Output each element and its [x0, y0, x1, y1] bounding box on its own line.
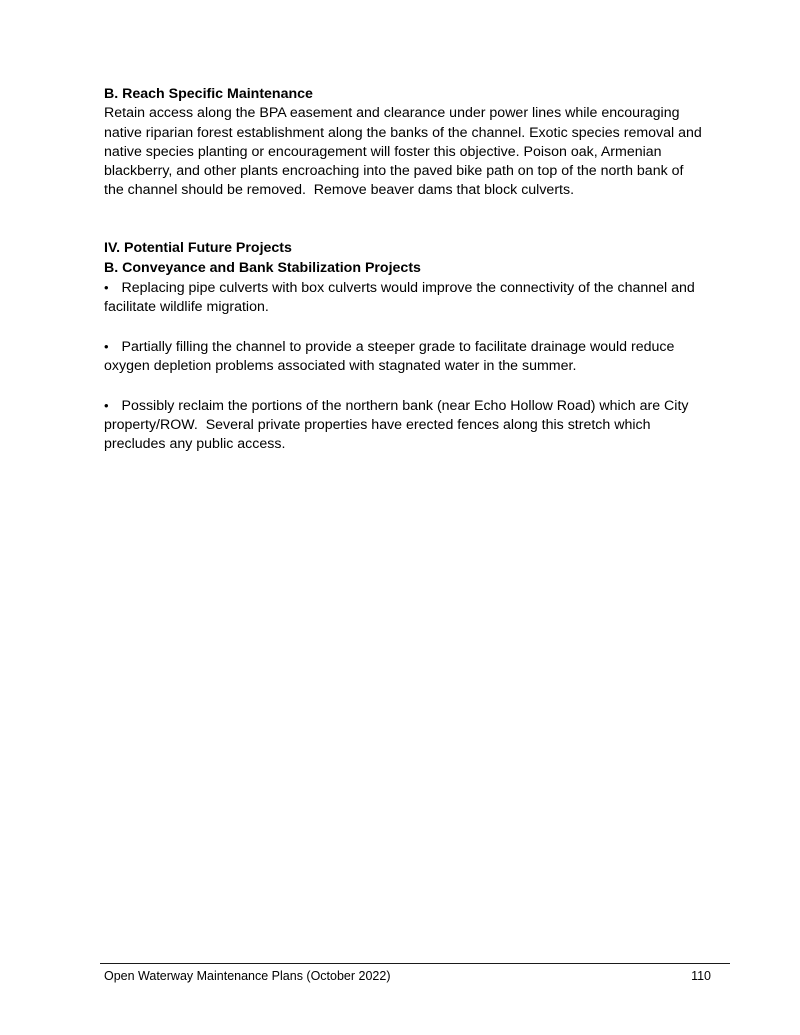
paragraph-line: native riparian forest establishment along the banks of the channel. Exotic species removal and	[104, 124, 702, 141]
bullet-icon: •	[104, 397, 109, 413]
page-footer	[104, 967, 730, 985]
bullet-item-line: property/ROW. Several private properties have erected fences along this stretch which	[104, 417, 651, 434]
bullet-item-line	[104, 396, 740, 416]
footer-document-title: Open Waterway Maintenance Plans (October 2022)	[104, 969, 391, 983]
bullet-icon: •	[104, 279, 109, 295]
bullet-text: Replacing pipe culverts with box culverts would improve the connectivity of the channel and	[121, 279, 695, 296]
page-number: 110	[691, 969, 711, 983]
bullet-item-line: facilitate wildlife migration.	[104, 299, 269, 316]
bullet-text: Partially filling the channel to provide a steeper grade to facilitate drainage would reduce	[121, 338, 675, 355]
paragraph-line: the channel should be removed. Remove beaver dams that block culverts.	[104, 182, 575, 199]
bullet-item-line	[104, 337, 740, 357]
section-heading-conveyance-bank-stabilization: B. Conveyance and Bank Stabilization Projects	[104, 259, 421, 276]
section-heading-reach-specific-maintenance: B. Reach Specific Maintenance	[104, 86, 313, 102]
page-content	[104, 85, 740, 455]
bullet-item-line: precludes any public access.	[104, 436, 286, 453]
blank-space	[104, 318, 740, 337]
paragraph-line: Retain access along the BPA easement and clearance under power lines while encouraging	[104, 105, 680, 122]
bullet-item-line: oxygen depletion problems associated with stagnated water in the summer.	[104, 358, 577, 375]
bullet-icon: •	[104, 338, 109, 354]
paragraph-line: blackberry, and other plants encroaching into the paved bike path on top of the north bank of	[104, 163, 684, 180]
blank-space	[104, 376, 740, 395]
section-heading-potential-future-projects: IV. Potential Future Projects	[104, 240, 292, 257]
bullet-item-line	[104, 278, 740, 298]
paragraph-line: native species planting or encouragement will foster this objective. Poison oak, Armenian	[104, 143, 662, 160]
blank-space	[104, 201, 740, 240]
bullet-text: Possibly reclaim the portions of the northern bank (near Echo Hollow Road) which are City	[121, 397, 689, 414]
footer-rule	[100, 963, 730, 964]
